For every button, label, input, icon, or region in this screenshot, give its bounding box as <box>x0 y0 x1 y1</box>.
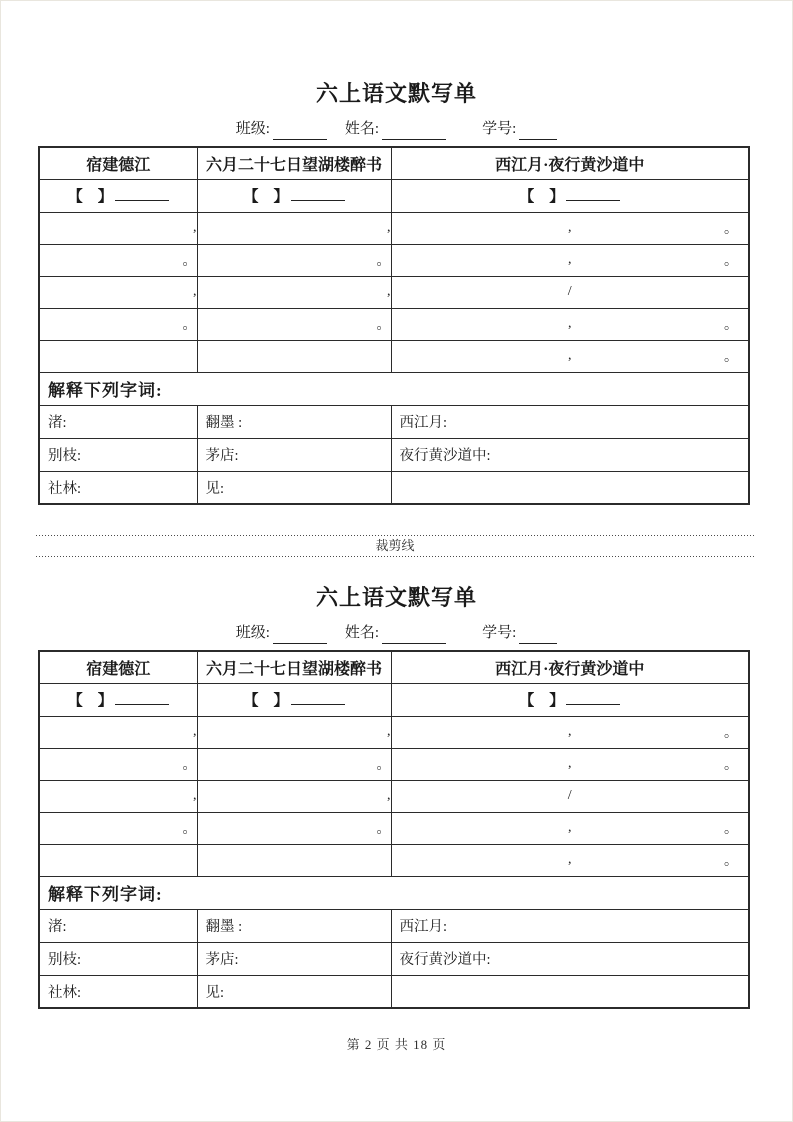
student-id-field <box>482 622 557 644</box>
poem3-line-cell <box>391 812 749 844</box>
poem1-line-cell <box>39 748 197 780</box>
punctuation: 。 <box>724 222 738 237</box>
poem-header-row <box>39 651 749 683</box>
author-blank-line <box>566 187 620 201</box>
poem3-line-cell <box>391 276 749 308</box>
author-bracket: 【 】 <box>243 189 289 205</box>
poem-line-row <box>39 812 749 844</box>
punctuation: , <box>568 252 572 267</box>
poem3-line-cell <box>391 748 749 780</box>
poem1-line-cell <box>39 212 197 244</box>
poem-line-row <box>39 340 749 372</box>
explain-heading: 解释下列字词: <box>39 876 749 909</box>
poem2-line-cell <box>197 812 391 844</box>
poem-line-row <box>39 844 749 876</box>
punctuation: 。 <box>182 822 197 837</box>
class-label: 班级: <box>235 625 270 641</box>
dotted-line-bottom <box>36 555 754 557</box>
poem-line-row <box>39 780 749 812</box>
punctuation: 。 <box>724 726 738 741</box>
word-label: 见: <box>197 471 391 504</box>
student-id-blank-line <box>519 124 557 140</box>
punctuation: 。 <box>724 254 738 269</box>
author-cell-1 <box>39 683 197 716</box>
punctuation: , <box>568 724 572 739</box>
student-id-label: 学号: <box>482 625 517 641</box>
worksheet-copy-2 <box>0 582 793 1009</box>
word-label: 西江月: <box>391 405 749 438</box>
poem1-line-cell <box>39 244 197 276</box>
poem2-line-cell <box>197 844 391 876</box>
explain-word-row <box>39 909 749 942</box>
poem-line-row <box>39 212 749 244</box>
word-label: 社林: <box>39 975 197 1008</box>
page-title: 六上语文默写单 <box>315 585 477 610</box>
poem-title-1: 宿建德江 <box>39 147 197 179</box>
poem-header-row <box>39 147 749 179</box>
explain-word-row <box>39 942 749 975</box>
author-blank-line <box>115 691 169 705</box>
poem2-line-cell <box>197 212 391 244</box>
poem-line-row <box>39 276 749 308</box>
punctuation: , <box>387 788 391 803</box>
author-bracket: 【 】 <box>243 693 289 709</box>
poem3-line-cell <box>391 244 749 276</box>
punctuation: , <box>568 220 572 235</box>
student-id-field <box>482 118 557 140</box>
author-blank-line <box>291 187 345 201</box>
punctuation: 。 <box>182 318 197 333</box>
author-blank-line <box>115 187 169 201</box>
punctuation: , <box>568 756 572 771</box>
poem-line-row <box>39 748 749 780</box>
cut-line-label: 裁剪线 <box>375 538 415 553</box>
explain-word-row <box>39 975 749 1008</box>
punctuation: 。 <box>376 822 391 837</box>
word-label: 翻墨 : <box>197 909 391 942</box>
student-info-line <box>0 618 793 644</box>
punctuation: 。 <box>724 318 738 333</box>
poem3-line-cell <box>391 308 749 340</box>
punctuation: 。 <box>724 758 738 773</box>
name-label: 姓名: <box>344 121 380 137</box>
poem-line-row <box>39 244 749 276</box>
punctuation: 。 <box>376 318 391 333</box>
cut-line <box>36 534 754 557</box>
author-bracket: 【 】 <box>67 189 113 205</box>
author-cell-3 <box>391 179 749 212</box>
poem2-line-cell <box>197 276 391 308</box>
name-blank-line <box>382 628 446 644</box>
punctuation: , <box>387 284 391 299</box>
student-id-label: 学号: <box>482 121 517 137</box>
student-info-line <box>0 114 793 140</box>
punctuation: , <box>568 348 572 363</box>
author-bracket: 【 】 <box>519 189 565 205</box>
word-label: 见: <box>197 975 391 1008</box>
poem-title-2: 六月二十七日望湖楼醉书 <box>197 147 391 179</box>
punctuation: , <box>387 724 391 739</box>
name-label: 姓名: <box>344 625 380 641</box>
worksheet-copy-1 <box>0 78 793 505</box>
poem2-line-cell <box>197 748 391 780</box>
page-title: 六上语文默写单 <box>315 81 477 106</box>
name-field <box>345 118 446 140</box>
explain-heading-row <box>39 876 749 909</box>
poem1-line-cell <box>39 812 197 844</box>
poem-title-3: 西江月·夜行黄沙道中 <box>391 651 749 683</box>
poem3-line-cell <box>391 212 749 244</box>
class-blank-line <box>273 628 327 644</box>
poem-title-2: 六月二十七日望湖楼醉书 <box>197 651 391 683</box>
author-row <box>39 683 749 716</box>
poem1-line-cell <box>39 780 197 812</box>
punctuation: 。 <box>724 854 738 869</box>
word-label: 茅店: <box>197 942 391 975</box>
word-label <box>391 471 749 504</box>
word-label: 社林: <box>39 471 197 504</box>
explain-heading-row <box>39 372 749 405</box>
author-bracket: 【 】 <box>67 693 113 709</box>
explain-word-row <box>39 471 749 504</box>
poem3-line-cell <box>391 780 749 812</box>
punctuation: 。 <box>182 254 197 269</box>
poem1-line-cell <box>39 716 197 748</box>
poem1-line-cell <box>39 308 197 340</box>
poem-title-1: 宿建德江 <box>39 651 197 683</box>
class-field <box>236 118 327 140</box>
stanza-divider-slash: / <box>567 284 572 299</box>
punctuation: , <box>193 724 197 739</box>
name-blank-line <box>382 124 446 140</box>
word-label: 渚: <box>39 405 197 438</box>
punctuation: 。 <box>376 758 391 773</box>
poem2-line-cell <box>197 780 391 812</box>
poem-line-row <box>39 716 749 748</box>
poem1-line-cell <box>39 340 197 372</box>
poem2-line-cell <box>197 308 391 340</box>
word-label: 茅店: <box>197 438 391 471</box>
poem1-line-cell <box>39 276 197 308</box>
explain-word-row <box>39 438 749 471</box>
punctuation: 。 <box>376 254 391 269</box>
punctuation: , <box>568 316 572 331</box>
explain-heading: 解释下列字词: <box>39 372 749 405</box>
student-id-blank-line <box>519 628 557 644</box>
word-label: 夜行黄沙道中: <box>391 942 749 975</box>
punctuation: , <box>193 788 197 803</box>
stanza-divider-slash: / <box>567 788 572 803</box>
class-field <box>236 622 327 644</box>
page-number-footer: 第 2 页 共 18 页 <box>346 1037 447 1052</box>
poem2-line-cell <box>197 716 391 748</box>
punctuation: 。 <box>724 350 738 365</box>
punctuation: 。 <box>724 822 738 837</box>
name-field <box>345 622 446 644</box>
author-blank-line <box>566 691 620 705</box>
poem3-line-cell <box>391 716 749 748</box>
poem1-line-cell <box>39 844 197 876</box>
word-label: 夜行黄沙道中: <box>391 438 749 471</box>
punctuation: , <box>193 220 197 235</box>
poem3-line-cell <box>391 340 749 372</box>
word-label <box>391 975 749 1008</box>
punctuation: , <box>387 220 391 235</box>
class-blank-line <box>273 124 327 140</box>
dictation-table <box>38 650 750 1009</box>
word-label: 别枝: <box>39 942 197 975</box>
explain-word-row <box>39 405 749 438</box>
author-cell-3 <box>391 683 749 716</box>
class-label: 班级: <box>235 121 270 137</box>
word-label: 别枝: <box>39 438 197 471</box>
poem3-line-cell <box>391 844 749 876</box>
author-blank-line <box>291 691 345 705</box>
poem-title-3: 西江月·夜行黄沙道中 <box>391 147 749 179</box>
author-cell-2 <box>197 179 391 212</box>
punctuation: , <box>193 284 197 299</box>
punctuation: 。 <box>182 758 197 773</box>
word-label: 渚: <box>39 909 197 942</box>
poem2-line-cell <box>197 244 391 276</box>
author-cell-1 <box>39 179 197 212</box>
author-row <box>39 179 749 212</box>
author-bracket: 【 】 <box>519 693 565 709</box>
word-label: 西江月: <box>391 909 749 942</box>
punctuation: , <box>568 820 572 835</box>
author-cell-2 <box>197 683 391 716</box>
word-label: 翻墨 : <box>197 405 391 438</box>
dictation-table <box>38 146 750 505</box>
poem2-line-cell <box>197 340 391 372</box>
punctuation: , <box>568 852 572 867</box>
poem-line-row <box>39 308 749 340</box>
